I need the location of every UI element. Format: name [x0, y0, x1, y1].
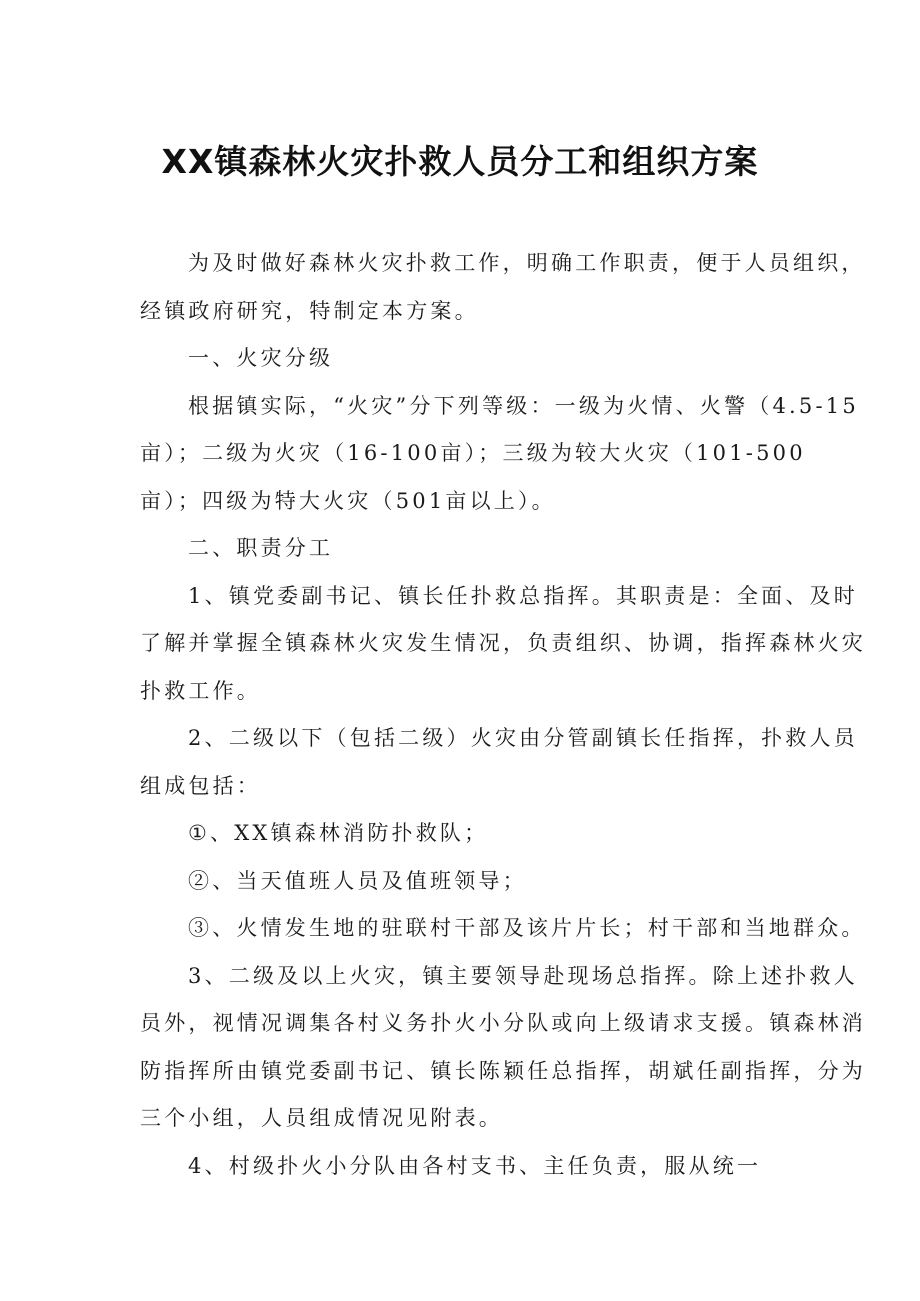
paragraph-line: 亩）；四级为特大火灾（501亩以上）。	[140, 488, 556, 513]
paragraph-line: 员外，视情况调集各村义务扑火小分队或向上级请求支援。镇森林消	[140, 1011, 866, 1035]
list-item: ③、火情发生地的驻联村干部及该片片长；村干部和当地群众。	[188, 916, 866, 940]
paragraph-line: 组成包括：	[140, 773, 261, 798]
paragraph-line: 经镇政府研究，特制定本方案。	[140, 298, 479, 323]
list-item: ①、XX镇森林消防扑救队；	[188, 821, 489, 845]
paragraph-line: 3、二级及以上火灾，镇主要领导赴现场总指挥。除上述扑救人	[188, 963, 858, 988]
section-heading: 一、火灾分级	[188, 346, 334, 370]
paragraph-line: 防指挥所由镇党委副书记、镇长陈颖任总指挥，胡斌任副指挥，分为	[140, 1058, 866, 1083]
paragraph-line: 4、村级扑火小分队由各村支书、主任负责，服从统一	[188, 1153, 762, 1178]
paragraph-line: 1、镇党委副书记、镇长任扑救总指挥。其职责是：全面、及时	[188, 583, 858, 608]
list-item: ②、当天值班人员及值班领导；	[188, 868, 527, 893]
paragraph-line: 扑救工作。	[140, 678, 261, 703]
paragraph-line: 为及时做好森林火灾扑救工作，明确工作职责，便于人员组织，	[188, 251, 866, 275]
paragraph-line: 了解并掌握全镇森林火灾发生情况，负责组织、协调，指挥森林火灾	[140, 631, 866, 655]
paragraph-line: 三个小组，人员组成情况见附表。	[140, 1106, 503, 1130]
document-title: XX镇森林火灾扑救人员分工和组织方案	[161, 142, 759, 181]
document-body	[140, 240, 866, 1190]
paragraph-line: 2、二级以下（包括二级）火灾由分管副镇长任指挥，扑救人员	[188, 726, 858, 750]
paragraph-line: 亩）；二级为火灾（16-100亩）；三级为较大火灾（101-500	[140, 441, 806, 465]
section-heading: 二、职责分工	[188, 536, 334, 560]
paragraph-line: 根据镇实际，“火灾”分下列等级：一级为火情、火警（4.5-15	[188, 393, 859, 418]
